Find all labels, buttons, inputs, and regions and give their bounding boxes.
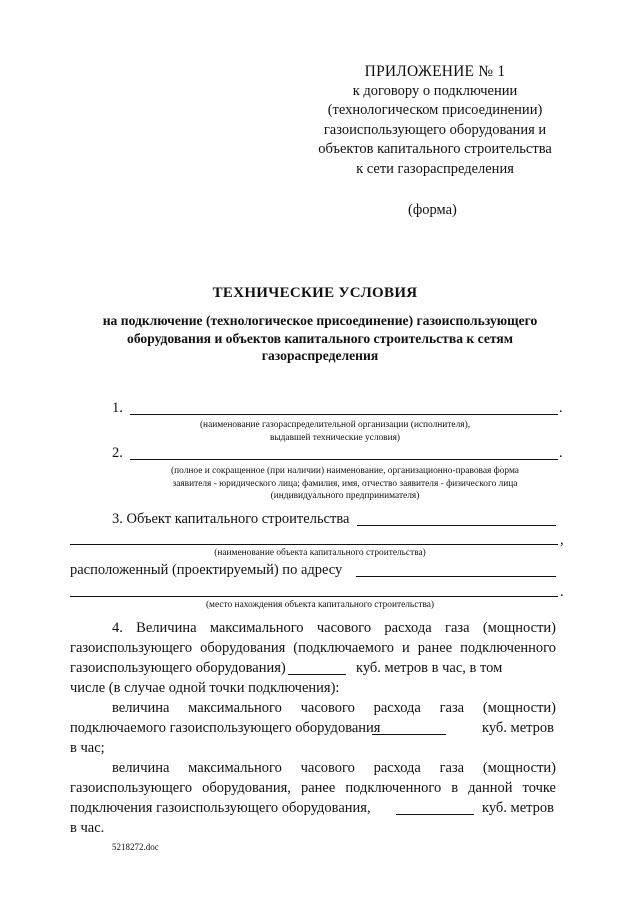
- item-1-end: .: [559, 400, 563, 416]
- item-4-line: в час;: [70, 740, 105, 756]
- appendix-line: к сети газораспределения: [356, 160, 514, 177]
- existing-equipment-flow-fill-line[interactable]: [396, 814, 474, 815]
- item-4-line: куб. метров: [482, 800, 554, 816]
- item-3-fill-line[interactable]: [357, 525, 556, 526]
- item-1-fill-line[interactable]: [130, 414, 558, 415]
- caption-line: заявителя - юридического лица; фамилия, имя, отчество заявителя - физического лица: [172, 478, 518, 489]
- item-4-line: подключения газоиспользующего оборудования,: [70, 800, 371, 816]
- address-caption: (место нахождения объекта капитального строительства): [205, 600, 435, 610]
- document-filename: 5218272.doc: [112, 842, 159, 852]
- appendix-line: (технологическом присоединении): [327, 102, 543, 118]
- document-title: ТЕХНИЧЕСКИЕ УСЛОВИЯ: [212, 285, 418, 301]
- address-fill-line-2[interactable]: [70, 596, 558, 597]
- caption-line: (полное и сокращенное (при наличии) наименование, организационно-правовая форма: [171, 466, 519, 476]
- item-4-line: 4. Величина максимального часового расхода газа (мощности): [112, 620, 556, 636]
- item-4-line: газоиспользующего оборудования, ранее подключенного в данной точке: [70, 780, 556, 796]
- item-4-line: числе (в случае одной точки подключения):: [70, 680, 340, 696]
- item-4-line: подключаемого газоиспользующего оборудования: [70, 720, 381, 736]
- item-1-caption: [150, 419, 520, 444]
- document-subtitle: [70, 312, 570, 365]
- subtitle-line: газораспределения: [261, 348, 379, 363]
- item-4-line: газоиспользующего оборудования): [70, 660, 286, 676]
- form-label: (форма): [408, 202, 457, 218]
- total-flow-fill-line[interactable]: [288, 674, 346, 675]
- new-equipment-flow-fill-line[interactable]: [372, 734, 446, 735]
- caption-line: (наименование газораспределительной организации (исполнителя),: [199, 420, 471, 430]
- item-2-fill-line[interactable]: [130, 459, 558, 460]
- item-2-number: 2.: [112, 445, 123, 461]
- item-3-line-end: ,: [560, 532, 564, 548]
- item-3-label: 3. Объект капитального строительства: [112, 511, 350, 527]
- subtitle-line: на подключение (технологическое присоединение) газоиспользующего: [102, 313, 538, 328]
- appendix-line: газоиспользующего оборудования и: [323, 121, 547, 138]
- item-4-line: величина максимального часового расхода газа (мощности): [112, 700, 556, 716]
- address-fill-line[interactable]: [356, 576, 556, 577]
- item-1-number: 1.: [112, 400, 123, 416]
- appendix-line: объектов капитального строительства: [318, 141, 552, 157]
- item-3-caption: (наименование объекта капитального строительства): [214, 548, 426, 558]
- item-4-line: куб. метров в час, в том: [356, 660, 503, 676]
- subtitle-line: оборудования и объектов капитального строительства к сетям: [127, 330, 513, 346]
- caption-line: выдавшей технические условия): [269, 432, 401, 443]
- item-4-line: величина максимального часового расхода газа (мощности): [112, 760, 556, 776]
- item-2-caption: [120, 465, 570, 503]
- item-2-end: .: [559, 445, 563, 461]
- caption-line: (индивидуального предпринимателя): [270, 491, 420, 501]
- appendix-title: ПРИЛОЖЕНИЕ № 1: [364, 63, 506, 80]
- address-end: .: [560, 584, 564, 600]
- appendix-line: к договору о подключении: [352, 82, 518, 99]
- item-4-line: куб. метров: [482, 720, 554, 736]
- item-3-fill-line-2[interactable]: [70, 544, 558, 545]
- appendix-header: [300, 62, 570, 179]
- item-4-line: в час.: [70, 820, 105, 836]
- item-4-line: газоиспользующего оборудования (подключаемого и ранее подключенного: [70, 640, 556, 656]
- address-label: расположенный (проектируемый) по адресу: [70, 562, 343, 578]
